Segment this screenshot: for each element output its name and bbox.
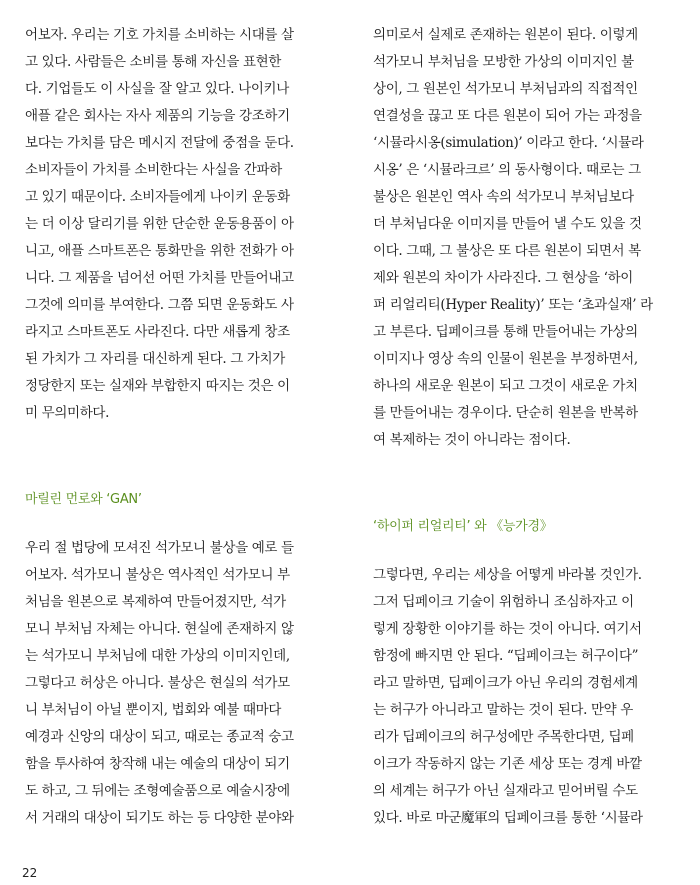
text-line: 의미로서 실제로 존재하는 원본이 된다. 이렇게 [373,27,638,43]
text-line: 시옹’ 은 ‘시뮬라크르’ 의 동사형이다. 때로는 그 [373,162,641,178]
text-line: 다. 기업들도 이 사실을 잘 알고 있다. 나이키나 [25,81,289,97]
section-heading: 마릴린 먼로와 ‘GAN’ [25,492,142,507]
text-line: 그렇다고 허상은 아니다. 불상은 현실의 석가모 [25,675,290,691]
text-line: 함을 투사하여 창작해 내는 예술의 대상이 되기 [25,756,290,772]
text-line: 라고 말하면, 딥페이크가 아닌 우리의 경험세계 [373,675,638,691]
text-line: 니 부처님이 아닐 뿐이지, 법회와 예불 때마다 [25,702,282,718]
text-line: 여 복제하는 것이 아니라는 점이다. [373,432,571,448]
text-line: 이다. 그때, 그 불상은 또 다른 원본이 되면서 복 [373,243,641,259]
text-line: 석가모니 부처님을 모방한 가상의 이미지인 불 [373,54,634,70]
text-line: 우리 절 법당에 모셔진 석가모니 불상을 예로 들 [25,540,294,556]
text-line: 연결성을 끊고 또 다른 원본이 되어 가는 과정을 [373,108,642,124]
text-line: 그저 딥페이크 기술이 위험하니 조심하자고 이 [373,594,634,610]
text-line: 모니 부처님 자체는 아니다. 현실에 존재하지 않 [25,621,294,637]
text-line: 고 부른다. 딥페이크를 통해 만들어내는 가상의 [373,324,638,340]
text-line: 상이, 그 원본인 석가모니 부처님과의 직접적인 [373,81,638,97]
text-line: 소비자들이 가치를 소비한다는 사실을 간파하 [25,162,282,178]
text-line: 퍼 리얼리티(Hyper Reality)’ 또는 ‘초과실재’ 라 [373,297,653,313]
text-line: 제와 원본의 차이가 사라진다. 그 현상을 ‘하이 [373,270,633,286]
text-line: 는 허구가 아니라고 말하는 것이 된다. 만약 우 [373,702,633,718]
text-line: 리가 딥페이크의 허구성에만 주목한다면, 딥페 [373,729,634,745]
section-heading: ‘하이퍼 리얼리티’ 와 《능가경》 [373,519,553,534]
text-line: 된 가치가 그 자리를 대신하게 된다. 그 가치가 [25,351,285,367]
text-line: 서 거래의 대상이 되기도 하는 등 다양한 분야와 [25,810,294,826]
text-line: 어보자. 석가모니 불상은 역사적인 석가모니 부 [25,567,290,583]
text-line: 라지고 스마트폰도 사라진다. 다만 새롭게 창조 [25,324,290,340]
text-line: 고 있기 때문이다. 소비자들에게 나이키 운동화 [25,189,290,205]
text-line: 하나의 새로운 원본이 되고 그것이 새로운 가치 [373,378,638,394]
text-line: 애플 같은 회사는 자사 제품의 기능을 강조하기 [25,108,290,124]
text-line: 처님을 원본으로 복제하여 만들어졌지만, 석가 [25,594,286,610]
text-line: 미 무의미하다. [25,405,110,421]
text-line: 예경과 신앙의 대상이 되고, 때로는 종교적 숭고 [25,729,294,745]
text-line: 니고, 애플 스마트폰은 통화만을 위한 전화가 아 [25,243,294,259]
text-line: 보다는 가치를 담은 메시지 전달에 중점을 둔다. [25,135,294,151]
text-line: 를 만들어내는 경우이다. 단순히 원본을 반복하 [373,405,638,421]
text-line: 그것에 의미를 부여한다. 그쯤 되면 운동화도 사 [25,297,294,313]
text-line: 니다. 그 제품을 넘어선 어떤 가치를 만들어내고 [25,270,294,286]
text-line: 이크가 작동하지 않는 기존 세상 또는 경계 바깥 [373,756,642,772]
text-line: 정당한지 또는 실재와 부합한지 따지는 것은 이 [25,378,290,394]
text-line: 그렇다면, 우리는 세상을 어떻게 바라볼 것인가. [373,567,642,583]
text-line: 렇게 장황한 이야기를 하는 것이 아니다. 여기서 [373,621,642,637]
text-line: 더 부처님다운 이미지를 만들어 낼 수도 있을 것 [373,216,642,232]
text-line: 는 석가모니 부처님에 대한 가상의 이미지인데, [25,648,290,664]
text-line: 도 하고, 그 뒤에는 조형예술품으로 예술시장에 [25,783,290,799]
text-line: 불상은 원본인 역사 속의 석가모니 부처님보다 [373,189,634,205]
text-line: ‘시뮬라시옹(simulation)’ 이라고 한다. ‘시뮬라 [373,135,644,151]
text-line: 이미지나 영상 속의 인물이 원본을 부정하면서, [373,351,638,367]
text-line: 함정에 빠지면 안 된다. “딥페이크는 허구이다” [373,648,639,664]
text-line: 있다. 바로 마군魔軍의 딥페이크를 통한 ‘시뮬라 [373,810,643,826]
text-line: 의 세계는 허구가 아닌 실재라고 믿어버릴 수도 [373,783,638,799]
text-line: 어보자. 우리는 기호 가치를 소비하는 시대를 살 [25,27,294,43]
text-line: 고 있다. 사람들은 소비를 통해 자신을 표현한 [25,54,282,70]
text-line: 는 더 이상 달리기를 위한 단순한 운동용품이 아 [25,216,294,232]
page-number: 22 [22,866,38,880]
